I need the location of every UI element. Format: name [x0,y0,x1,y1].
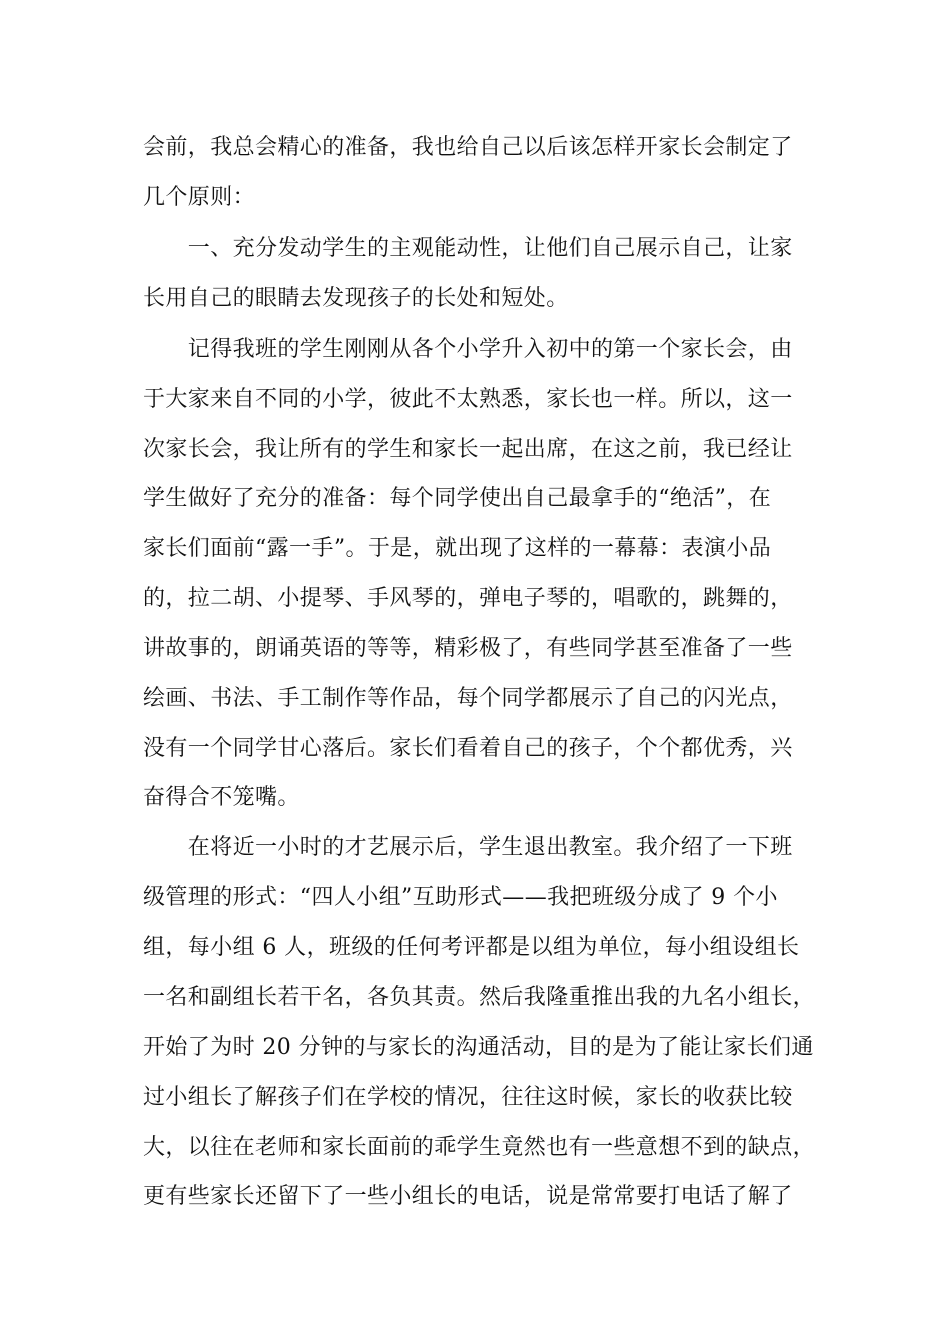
text-line: 过小组长了解孩子们在学校的情况，往往这时候，家长的收获比较 [143,1085,793,1110]
text-line: 奋得合不笼嘴。 [143,785,300,810]
text-line: 开始了为时 20 分钟的与家长的沟通活动，目的是为了能让家长们通 [143,1035,814,1060]
text-line: 没有一个同学甘心落后。家长们看着自己的孩子，个个都优秀，兴 [143,736,793,761]
text-line: 次家长会，我让所有的学生和家长一起出席，在这之前，我已经让 [143,437,793,462]
text-line: 学生做好了充分的准备：每个同学使出自己最拿手的“绝活”，在 [143,486,772,511]
text-line: 记得我班的学生刚刚从各个小学升入初中的第一个家长会，由 [143,337,793,362]
text-line: 组，每小组 6 人，班级的任何考评都是以组为单位，每小组设组长 [143,935,800,960]
text-line: 的，拉二胡、小提琴、手风琴的，弹电子琴的，唱歌的，跳舞的， [143,586,793,611]
text-line: 于大家来自不同的小学，彼此不太熟悉，家长也一样。所以，这一 [143,387,793,412]
text-line: 讲故事的，朗诵英语的等等，精彩极了，有些同学甚至准备了一些 [143,636,793,661]
text-line: 绘画、书法、手工制作等作品，每个同学都展示了自己的闪光点， [143,686,793,711]
text-line: 几个原则： [143,185,256,210]
text-line: 家长们面前“露一手”。于是，就出现了这样的一幕幕：表演小品 [143,536,772,561]
text-line: 长用自己的眼睛去发现孩子的长处和短处。 [143,286,569,311]
text-line: 一、充分发动学生的主观能动性，让他们自己展示自己，让家 [143,236,793,261]
text-line: 大，以往在老师和家长面前的乖学生竟然也有一些意想不到的缺点， [143,1135,816,1160]
text-line: 在将近一小时的才艺展示后，学生退出教室。我介绍了一下班 [143,835,793,860]
text-line: 级管理的形式：“四人小组”互助形式——我把班级分成了 9 个小 [143,885,778,910]
text-line: 一名和副组长若干名，各负其责。然后我隆重推出我的九名小组长， [143,985,816,1010]
text-line: 会前，我总会精心的准备，我也给自己以后该怎样开家长会制定了 [143,135,793,160]
text-line: 更有些家长还留下了一些小组长的电话，说是常常要打电话了解了 [143,1184,793,1209]
